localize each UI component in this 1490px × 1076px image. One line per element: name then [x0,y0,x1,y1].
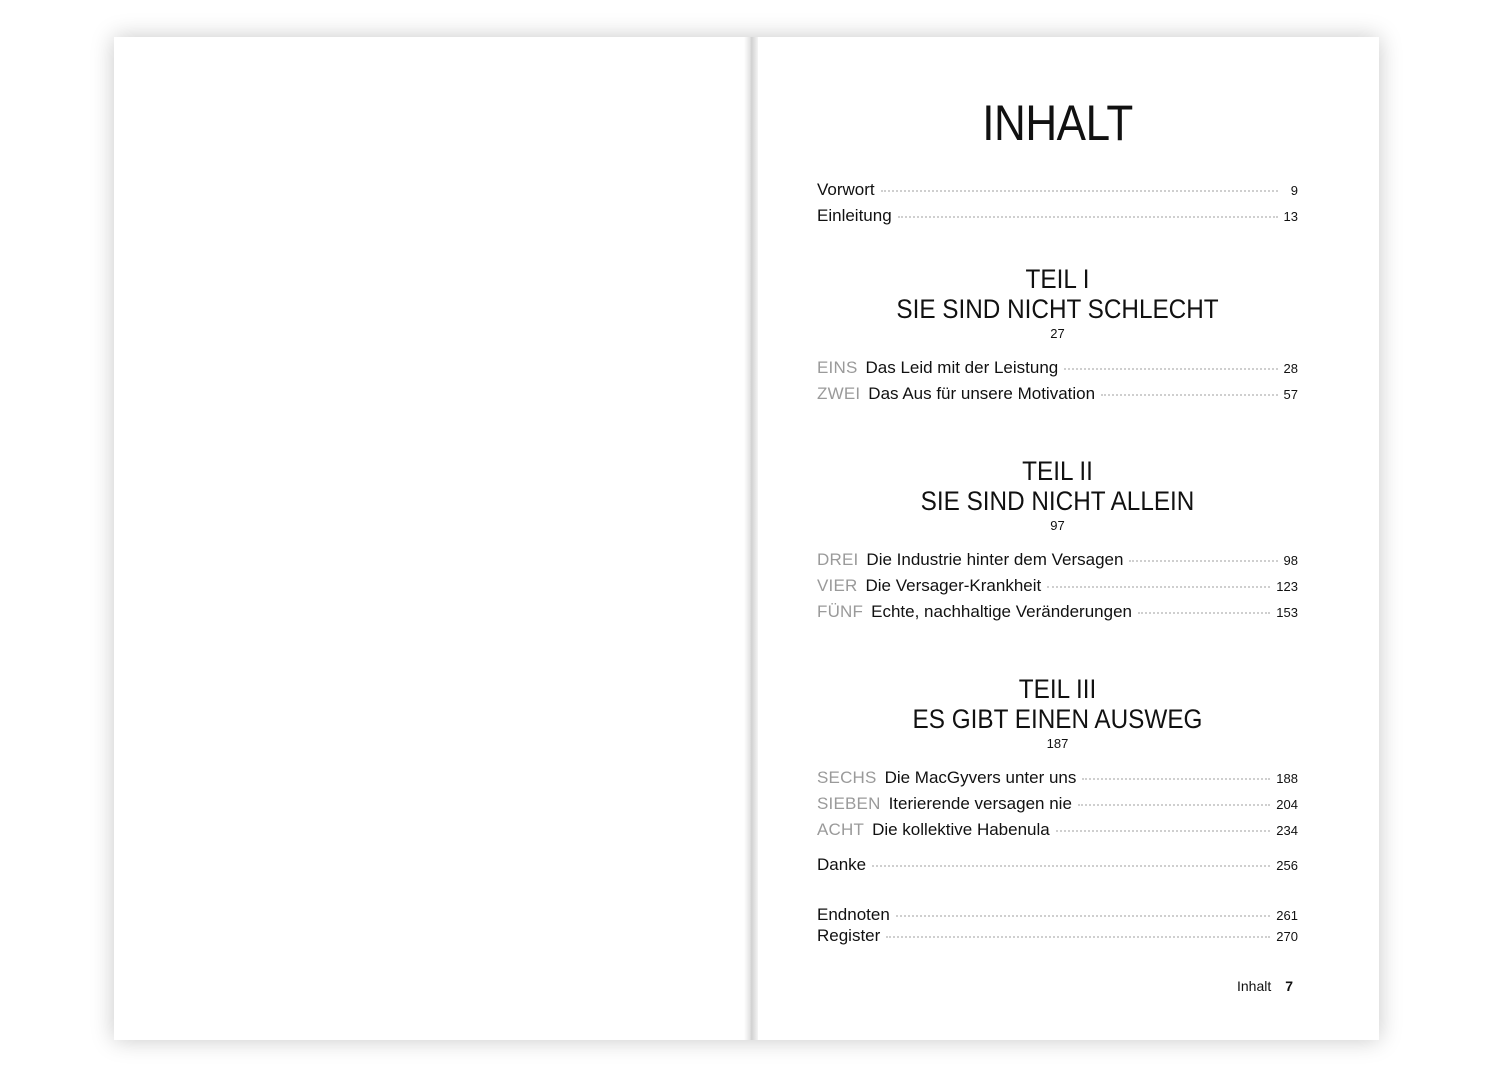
entry-label: Danke [817,855,867,874]
entry-label: Echte, nachhaltige Veränderungen [871,602,1132,621]
dot-leader [896,914,1271,917]
entry-page: 153 [1276,605,1298,620]
page-title: INHALT [982,95,1133,151]
entry-label: Register [817,926,881,945]
dot-leader [1082,777,1270,780]
dot-leader [898,215,1278,218]
dot-leader [1129,559,1277,562]
part-heading-3 [817,674,1298,754]
entry-page: 270 [1276,929,1298,944]
toc-entry-chapter [817,792,1298,816]
part-page: 97 [1050,518,1065,533]
part-heading-2 [817,456,1298,536]
toc-entry-register [817,924,1298,948]
entry-label: Die MacGyvers unter uns [884,768,1077,787]
entry-label: Das Leid mit der Leistung [865,358,1059,377]
entry-page: 28 [1283,361,1298,376]
running-footer-label: Inhalt [1237,978,1272,994]
toc-entry-chapter [817,548,1298,572]
part-title: ES GIBT EINEN AUSWEG [912,704,1203,734]
entry-label: Das Aus für unsere Motivation [868,384,1096,403]
dot-leader [872,864,1270,867]
book-gutter [744,37,758,1040]
entry-page: 234 [1276,823,1298,838]
chapter-number: ZWEI [817,384,861,403]
page-number: 7 [1285,978,1294,994]
entry-label: Einleitung [817,206,892,225]
part-title: SIE SIND NICHT SCHLECHT [896,294,1219,324]
part-page: 27 [1050,326,1065,341]
entry-page: 204 [1276,797,1298,812]
entry-page: 123 [1276,579,1298,594]
chapter-number: VIER [817,576,858,595]
toc-entry-chapter [817,356,1298,380]
toc-entry-chapter [817,600,1298,624]
entry-label: Die Versager-Krankheit [865,576,1042,595]
chapter-number: SECHS [817,768,877,787]
part-title: SIE SIND NICHT ALLEIN [920,486,1195,516]
dot-leader [1056,829,1271,832]
part-heading-1 [817,264,1298,344]
entry-label: Die kollektive Habenula [872,820,1050,839]
toc-entry-danke [817,853,1298,877]
entry-label: Vorwort [817,180,875,199]
part-label: TEIL II [1022,456,1093,486]
chapter-number: ACHT [817,820,865,839]
dot-leader [1064,367,1277,370]
toc-entry-chapter [817,818,1298,842]
toc-entry-chapter [817,766,1298,790]
chapter-number: DREI [817,550,859,569]
entry-label: Die Industrie hinter dem Versagen [866,550,1124,569]
dot-leader [1047,585,1270,588]
dot-leader [1078,803,1270,806]
entry-label: Iterierende versagen nie [888,794,1072,813]
entry-page: 57 [1283,387,1298,402]
toc-entry-chapter [817,574,1298,598]
toc-entry-chapter [817,382,1298,406]
part-label: TEIL I [1025,264,1090,294]
page-footer [1237,976,1293,996]
entry-page: 13 [1283,209,1298,224]
toc-entry-vorwort [817,178,1298,202]
toc-entry-einleitung [817,204,1298,228]
entry-page: 98 [1283,553,1298,568]
chapter-number: SIEBEN [817,794,881,813]
dot-leader [1101,393,1277,396]
chapter-number: EINS [817,358,858,377]
dot-leader [881,189,1278,192]
entry-page: 256 [1276,858,1298,873]
dot-leader [1138,611,1270,614]
entry-page: 9 [1290,183,1298,198]
part-label: TEIL III [1018,674,1097,704]
part-page: 187 [1046,736,1069,751]
dot-leader [886,935,1270,938]
chapter-number: FÜNF [817,602,864,621]
entry-page: 261 [1276,908,1298,923]
left-page [114,37,746,1040]
entry-page: 188 [1276,771,1298,786]
entry-label: Endnoten [817,905,890,924]
